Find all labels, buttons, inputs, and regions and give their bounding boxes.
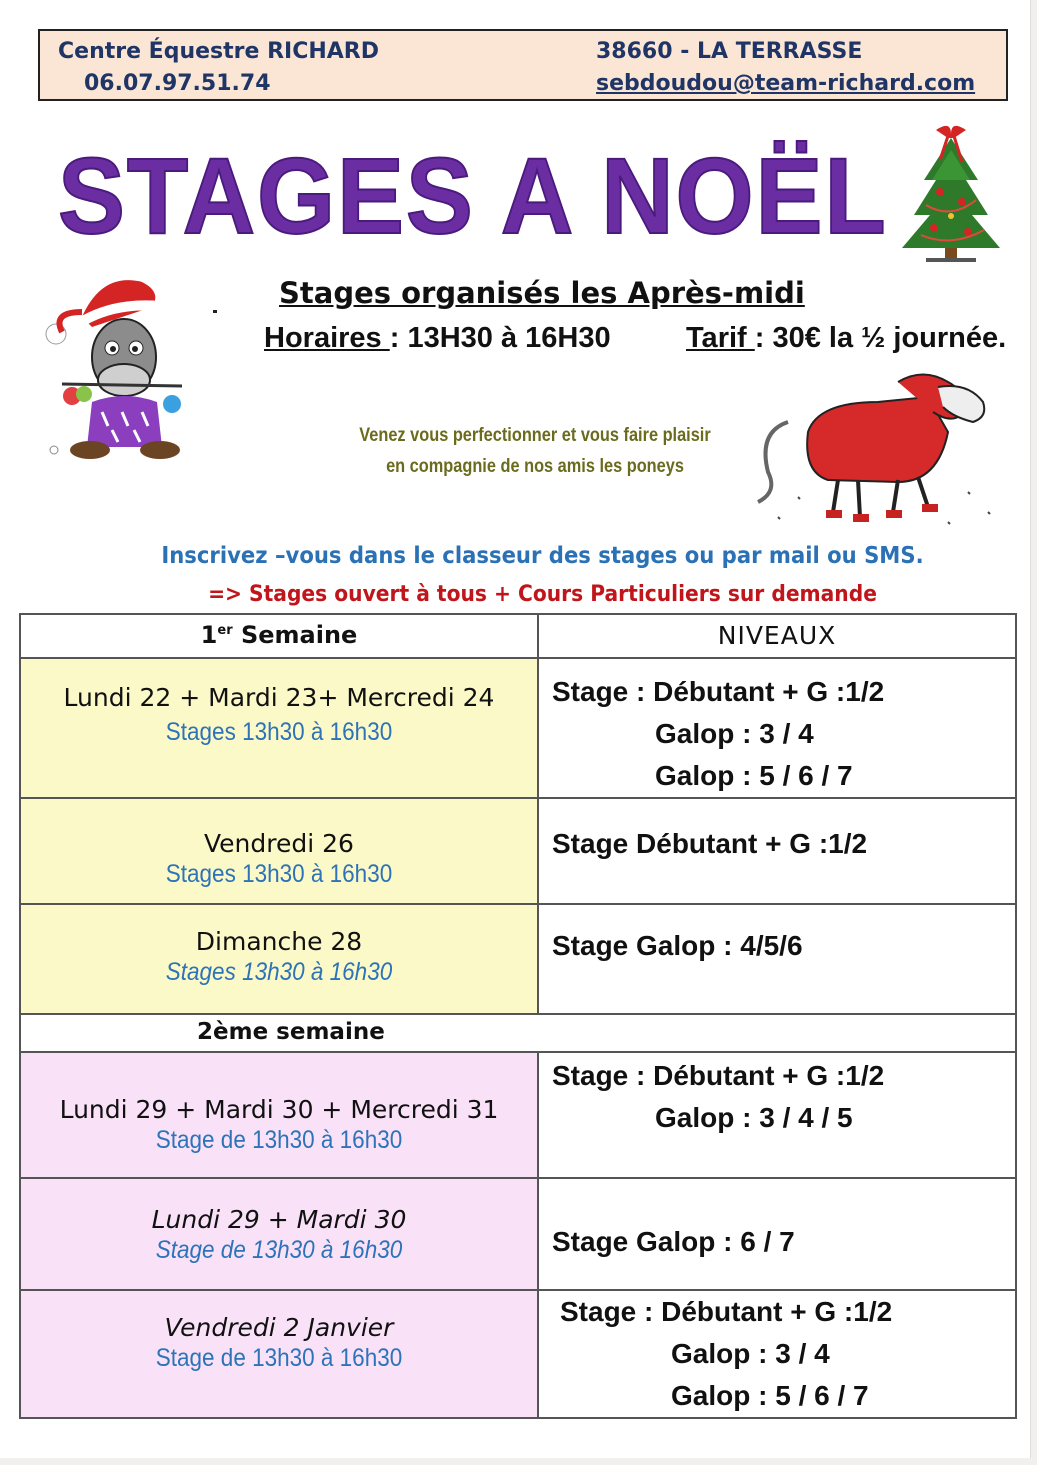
tarif-label: Tarif xyxy=(686,322,755,354)
table-row xyxy=(20,1052,1016,1178)
hours-label: Horaires xyxy=(264,322,390,354)
promo-line-2: en compagnie de nos amis les poneys xyxy=(386,456,684,477)
week-2-header-row xyxy=(20,1014,1016,1052)
day-label: Vendredi 2 Janvier xyxy=(164,1313,394,1342)
pony-santa-coat-illustration xyxy=(748,362,1018,530)
day-label: Lundi 29 + Mardi 30 xyxy=(151,1205,407,1234)
subtitle: Stages organisés les Après-midi xyxy=(279,276,805,310)
levels-cell xyxy=(538,798,1016,904)
table-row xyxy=(20,1178,1016,1290)
time-slot: Stages 13h30 à 16h30 xyxy=(165,718,393,746)
levels-cell xyxy=(538,1178,1016,1290)
level-line: Galop : 5 / 6 / 7 xyxy=(671,1380,869,1411)
table-row xyxy=(20,904,1016,1014)
day-cell xyxy=(20,1290,538,1418)
table-row xyxy=(20,1290,1016,1418)
day-label: Lundi 29 + Mardi 30 + Mercredi 31 xyxy=(59,1095,499,1124)
level-line: Galop : 3 / 4 xyxy=(655,718,814,749)
day-label: Dimanche 28 xyxy=(195,927,363,956)
schedule-table xyxy=(19,613,1017,1419)
day-label: Lundi 22 + Mardi 23+ Mercredi 24 xyxy=(63,683,495,712)
club-phone: 06.07.97.51.74 xyxy=(84,71,271,96)
club-name: Centre Équestre RICHARD xyxy=(58,39,379,64)
time-slot: Stage de 13h30 à 16h30 xyxy=(155,1126,403,1154)
hours-line xyxy=(264,322,611,355)
level-line: Stage Débutant + G :1/2 xyxy=(552,828,868,859)
table-row xyxy=(20,658,1016,798)
tarif-value: : 30€ la ½ journée. xyxy=(754,322,1007,354)
levels-cell xyxy=(538,1290,1016,1418)
level-line: Galop : 3 / 4 xyxy=(671,1338,830,1369)
time-slot: Stages 13h30 à 16h30 xyxy=(165,958,393,986)
day-cell xyxy=(20,798,538,904)
promo-text xyxy=(333,420,737,482)
week-1-ordinal: er xyxy=(217,623,233,638)
hours-value: : 13H30 à 16H30 xyxy=(389,322,611,354)
promo-line-1: Venez vous perfectionner et vous faire plaisir xyxy=(359,425,711,446)
donkey-santa-hat-illustration xyxy=(42,262,197,462)
table-row xyxy=(20,798,1016,904)
tarif-line xyxy=(686,322,1006,355)
level-line: Stage Galop : 4/5/6 xyxy=(552,930,803,961)
level-line: Stage Galop : 6 / 7 xyxy=(552,1226,795,1257)
table-header-row xyxy=(20,614,1016,658)
level-line: Galop : 3 / 4 / 5 xyxy=(655,1102,853,1133)
day-cell xyxy=(20,904,538,1014)
week-2-label: 2ème semaine xyxy=(20,1014,1016,1052)
christmas-tree-icon xyxy=(896,120,1006,265)
week-1-label xyxy=(20,614,538,658)
club-city: 38660 - LA TERRASSE xyxy=(596,39,863,64)
day-cell xyxy=(20,1178,538,1290)
day-cell xyxy=(20,1052,538,1178)
contact-header xyxy=(38,29,1008,101)
level-line: Stage : Débutant + G :1/2 xyxy=(552,676,885,707)
stray-dot xyxy=(213,310,217,313)
day-cell xyxy=(20,658,538,798)
level-line: Galop : 5 / 6 / 7 xyxy=(655,760,853,791)
levels-cell xyxy=(538,658,1016,798)
week-1-word: Semaine xyxy=(232,621,358,649)
time-slot: Stages 13h30 à 16h30 xyxy=(165,860,393,888)
signup-instructions: Inscrivez –vous dans le classeur des stages ou par mail ou SMS. xyxy=(161,543,924,569)
club-email-link[interactable]: sebdoudou@team-richard.com xyxy=(596,71,976,96)
level-line: Stage : Débutant + G :1/2 xyxy=(560,1296,893,1327)
week-1-number: 1 xyxy=(200,621,218,649)
levels-header: NIVEAUX xyxy=(538,614,1016,658)
day-label: Vendredi 26 xyxy=(204,829,354,858)
page-title: STAGES A NOËL xyxy=(58,135,888,256)
time-slot: Stage de 13h30 à 16h30 xyxy=(155,1344,403,1372)
levels-cell xyxy=(538,1052,1016,1178)
open-to-all-line: => Stages ouvert à tous + Cours Particuliers sur demande xyxy=(208,582,877,607)
levels-cell xyxy=(538,904,1016,1014)
time-slot: Stage de 13h30 à 16h30 xyxy=(155,1236,403,1264)
level-line: Stage : Débutant + G :1/2 xyxy=(552,1060,885,1091)
